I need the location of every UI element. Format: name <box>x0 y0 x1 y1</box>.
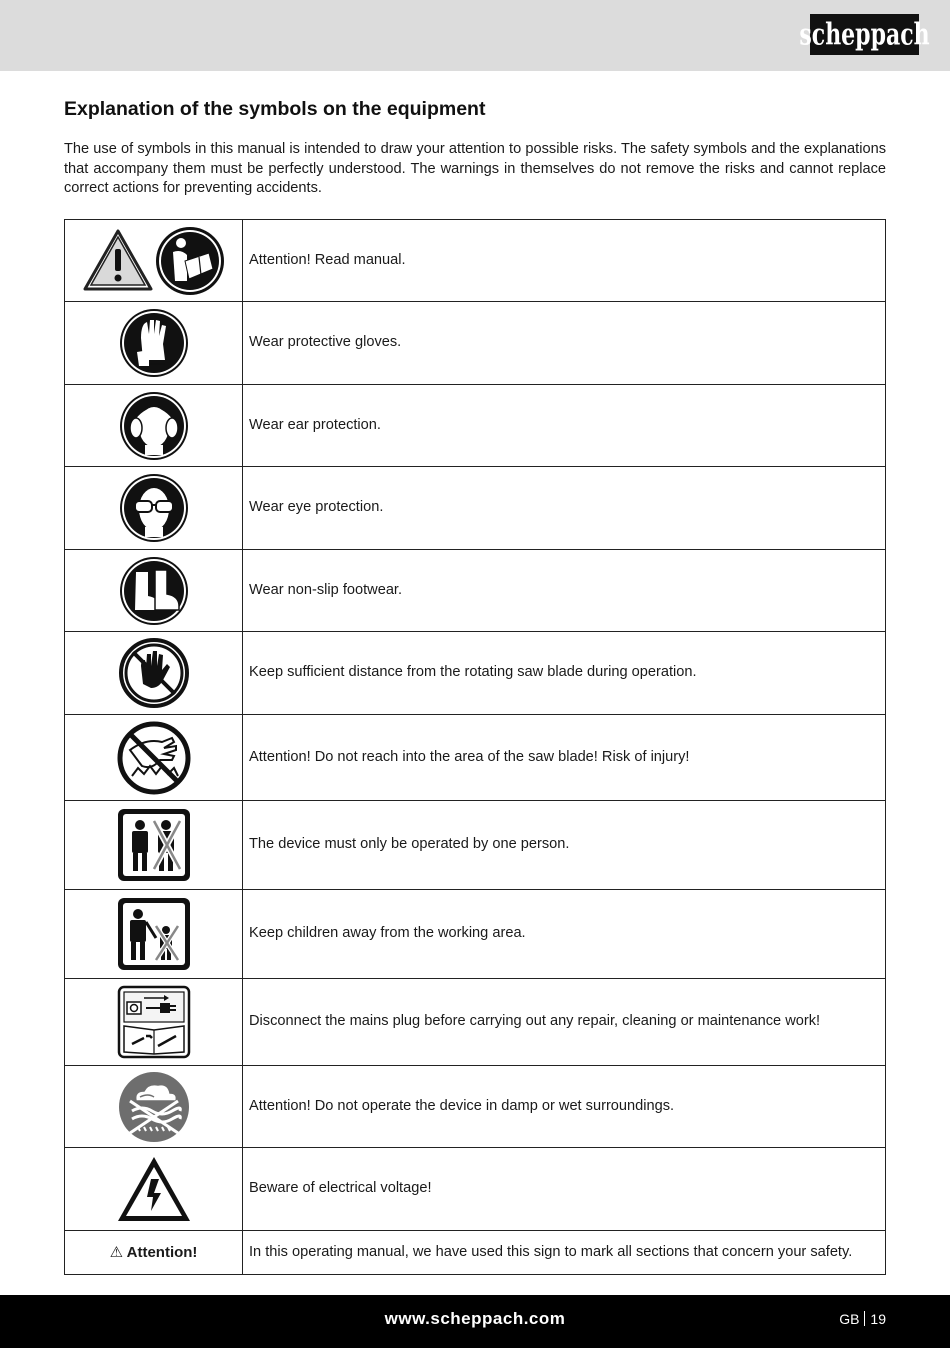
table-row <box>65 632 886 715</box>
symbol-text: Attention! Read manual. <box>243 220 886 302</box>
symbols-table <box>64 219 886 1275</box>
symbol-text: Wear eye protection. <box>243 467 886 550</box>
disconnect-plug-icon <box>65 979 243 1066</box>
symbol-text: Attention! Do not operate the device in damp or wet surroundings. <box>243 1066 886 1148</box>
attention-text: In this operating manual, we have used this sign to mark all sections that concern your safety. <box>243 1231 886 1275</box>
table-row <box>65 220 886 302</box>
eye-protection-icon <box>65 467 243 550</box>
language-code: GB <box>839 1311 860 1327</box>
symbol-text: Keep children away from the working area. <box>243 890 886 979</box>
table-row <box>65 890 886 979</box>
attention-label-text: ⚠ Attention! <box>109 1244 198 1261</box>
table-row <box>65 801 886 890</box>
symbol-text: Beware of electrical voltage! <box>243 1148 886 1231</box>
non-slip-footwear-icon <box>65 550 243 632</box>
symbol-text: Keep sufficient distance from the rotating saw blade during operation. <box>243 632 886 715</box>
symbol-text: Disconnect the mains plug before carrying out any repair, cleaning or maintenance work! <box>243 979 886 1066</box>
protective-gloves-icon <box>65 302 243 385</box>
no-reach-saw-blade-icon <box>65 715 243 801</box>
warning-and-read-manual-icon <box>65 220 243 302</box>
no-damp-surroundings-icon <box>65 1066 243 1148</box>
website-link[interactable]: www.scheppach.com <box>384 1309 566 1328</box>
keep-children-away-icon <box>65 890 243 979</box>
table-row <box>65 1148 886 1231</box>
table-row <box>65 302 886 385</box>
attention-label <box>65 1231 243 1275</box>
table-row <box>65 385 886 467</box>
page-title: Explanation of the symbols on the equipment <box>64 98 486 120</box>
symbol-text: The device must only be operated by one person. <box>243 801 886 890</box>
page-indicator <box>839 1311 886 1327</box>
scheppach-logo: scheppach <box>810 14 919 55</box>
table-row <box>65 715 886 801</box>
electrical-voltage-icon <box>65 1148 243 1231</box>
symbol-text: Wear non-slip footwear. <box>243 550 886 632</box>
table-row <box>65 467 886 550</box>
table-row <box>65 1066 886 1148</box>
symbol-text: Wear protective gloves. <box>243 302 886 385</box>
table-row <box>65 550 886 632</box>
keep-distance-hand-icon <box>65 632 243 715</box>
page-footer <box>0 1295 950 1348</box>
symbol-text: Wear ear protection. <box>243 385 886 467</box>
table-row <box>65 1231 886 1275</box>
separator <box>864 1311 865 1326</box>
ear-protection-icon <box>65 385 243 467</box>
one-person-only-icon <box>65 801 243 890</box>
table-row <box>65 979 886 1066</box>
page-number: 19 <box>870 1311 886 1327</box>
page-header <box>0 0 950 71</box>
intro-paragraph: The use of symbols in this manual is intended to draw your attention to possible risks. The safety symbols and the explanations that accompany them must be perfectly understood. The warnings in themselves do not remove the risks and cannot replace correct actions for preventing accidents. <box>64 141 886 196</box>
symbol-text: Attention! Do not reach into the area of the saw blade! Risk of injury! <box>243 715 886 801</box>
